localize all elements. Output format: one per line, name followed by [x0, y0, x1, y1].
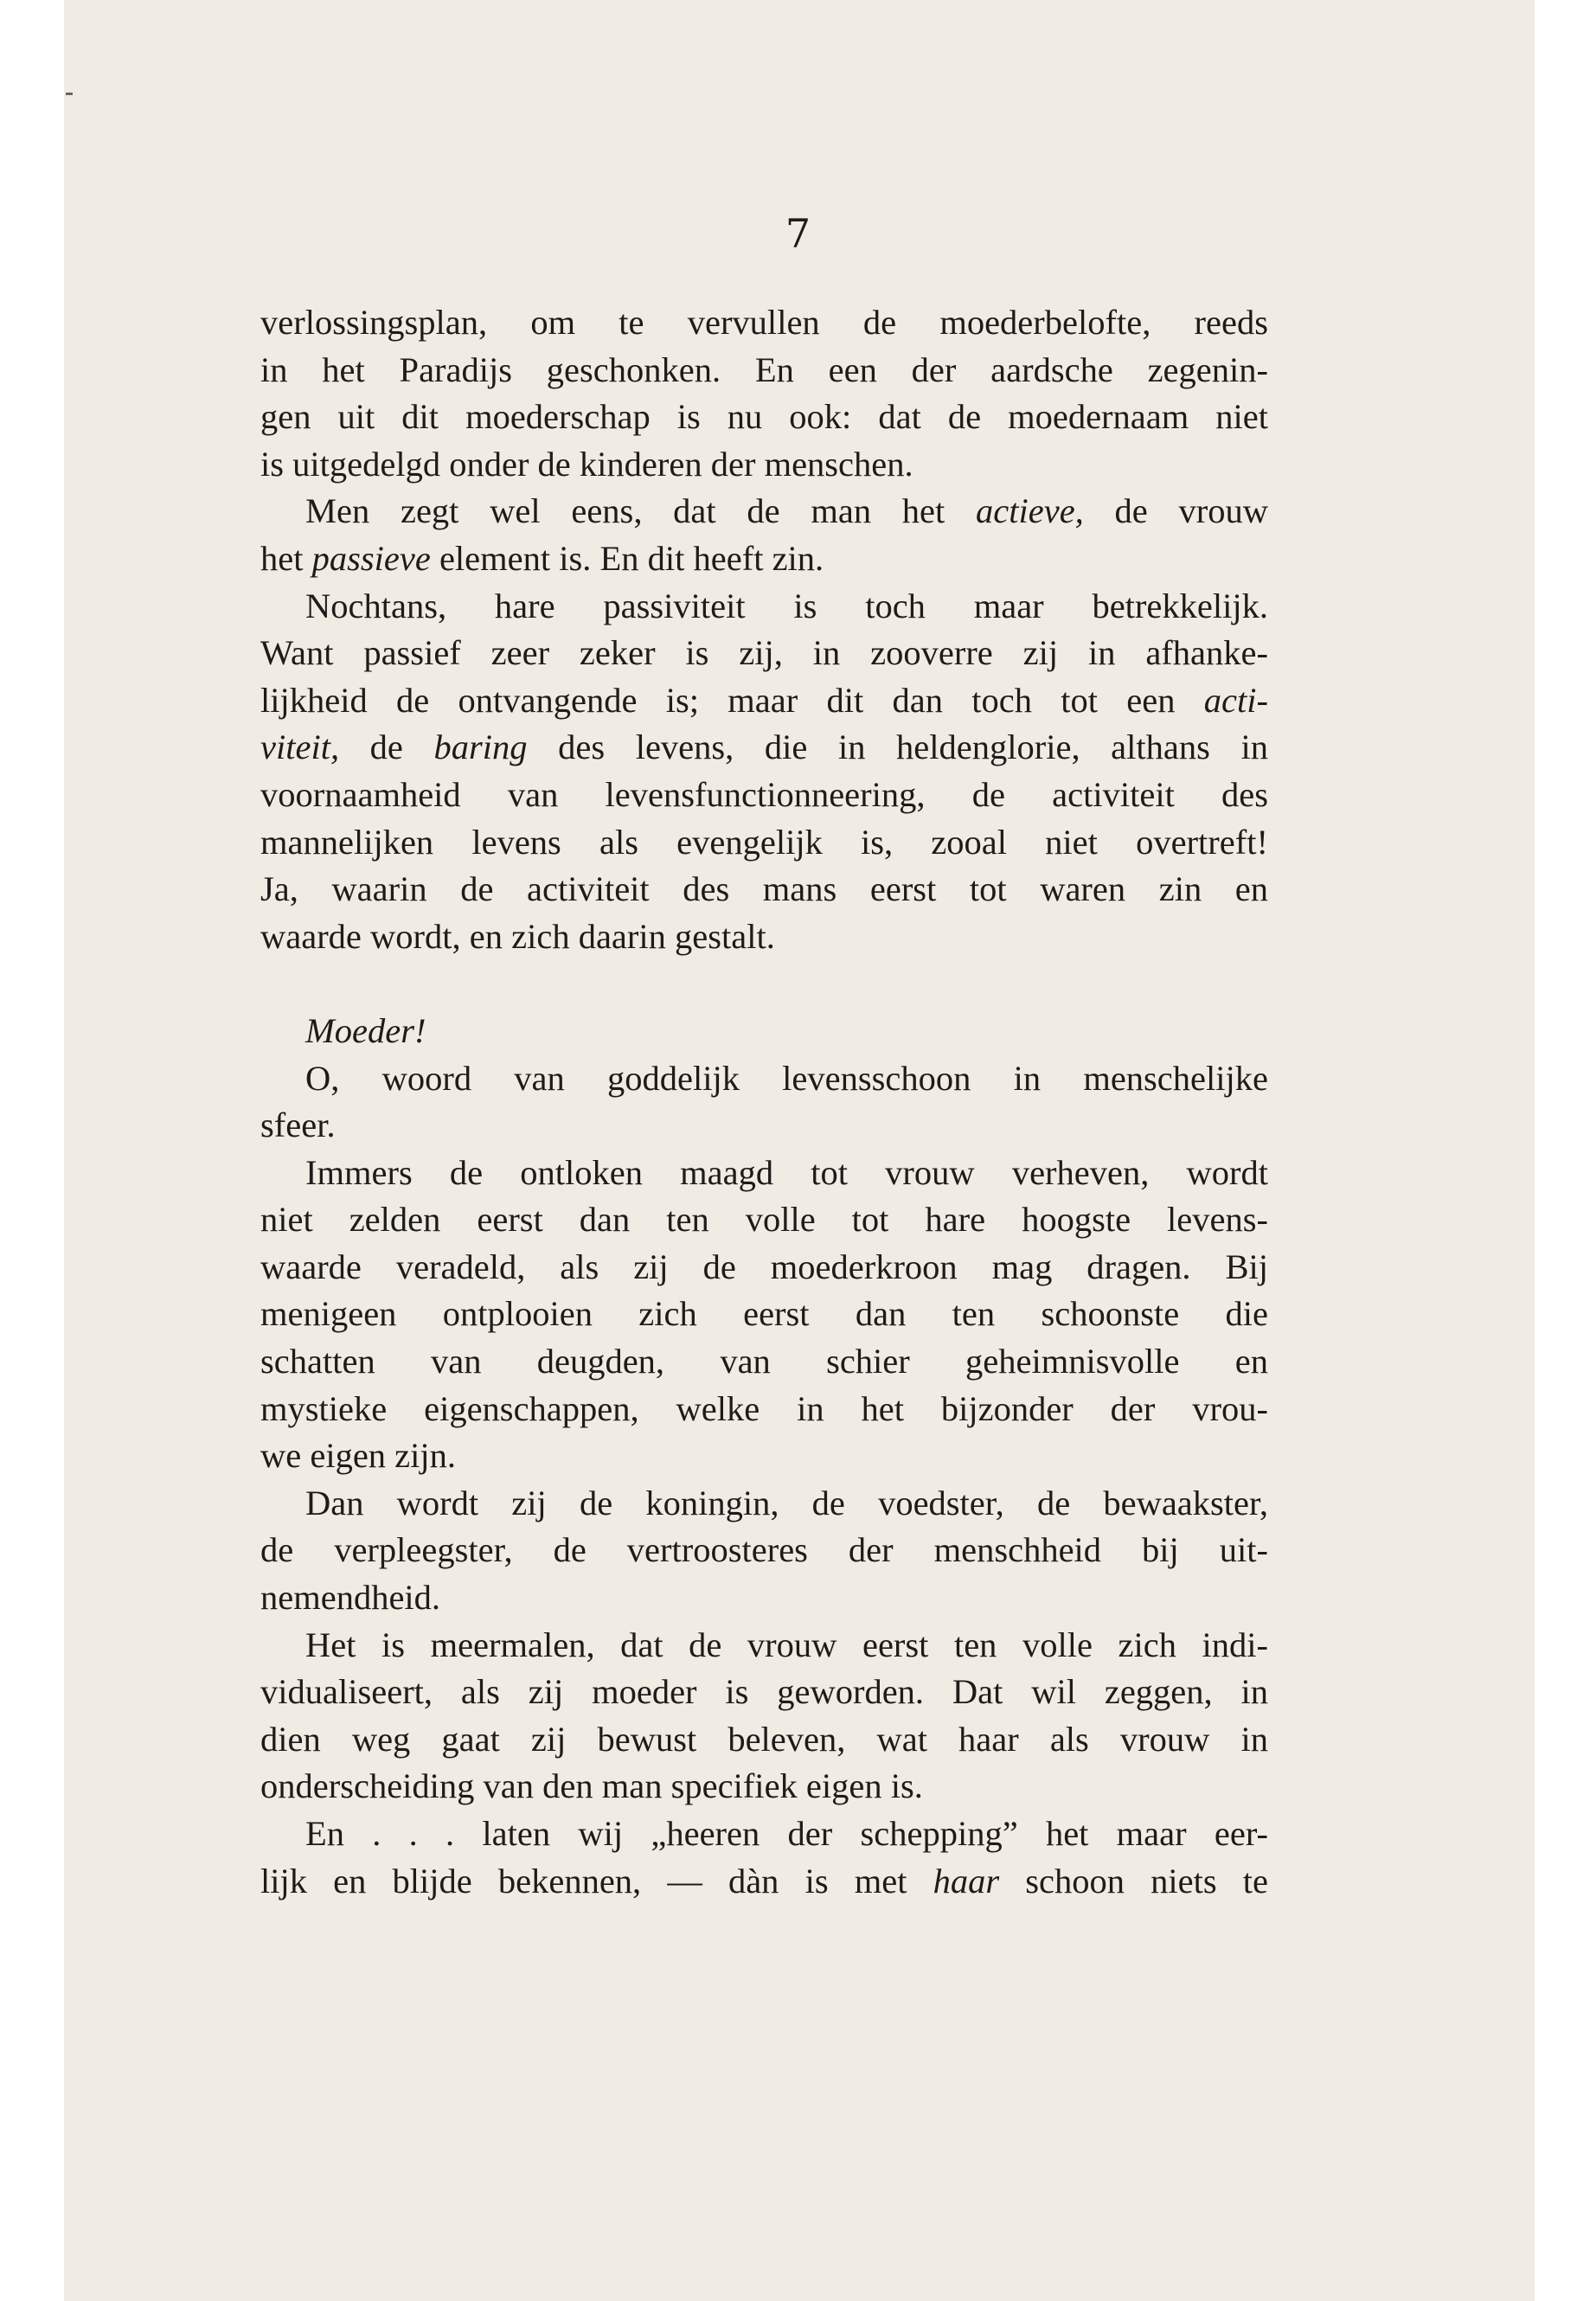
- text-line: gen uit dit moederschap is nu ook: dat de moedernaam niet: [260, 397, 1268, 437]
- text-line: menigeen ontplooien zich eerst dan ten schoonste die: [260, 1294, 1268, 1334]
- text-line: [260, 488, 1268, 535]
- paragraph: [260, 1811, 1268, 1905]
- text-line: waarde veradeld, als zij de moederkroon mag dragen. Bij: [260, 1247, 1268, 1286]
- page-number: 7: [785, 210, 811, 257]
- text-line: [260, 1008, 1268, 1055]
- text-line: voornaamheid van levensfunctionneering, de activiteit des: [260, 774, 1268, 814]
- paragraph: [260, 299, 1268, 488]
- text-line: waarde wordt, en zich daarin gestalt.: [260, 916, 775, 956]
- italic-run: actieve,: [976, 491, 1084, 531]
- text-line: Immers de ontloken maagd tot vrouw verheven, wordt: [305, 1152, 1268, 1192]
- section-gap: [260, 960, 1268, 1008]
- text-line: de verpleegster, de vertroosteres der menschheid bij uit-: [260, 1530, 1268, 1570]
- text-line: schatten van deugden, van schier geheimnisvolle en: [260, 1342, 1268, 1381]
- text-line: [260, 1858, 1268, 1906]
- text-line: in het Paradijs geschonken. En een der aardsche zegenin-: [260, 349, 1268, 389]
- body-text: [260, 299, 1268, 1905]
- text-run: lijk en blijde bekennen, — dàn is met: [260, 1861, 933, 1900]
- text-line: Want passief zeer zeker is zij, in zooverre zij in afhanke-: [260, 633, 1268, 673]
- italic-run: baring: [433, 727, 528, 767]
- paragraph: [260, 583, 1268, 961]
- text-line: nemendheid.: [260, 1578, 441, 1618]
- text-line: Nochtans, hare passiviteit is toch maar betrekkelijk.: [305, 586, 1268, 625]
- italic-run: acti-: [1203, 680, 1268, 720]
- text-line: Ja, waarin de activiteit des mans eerst tot waren zin en: [260, 869, 1268, 909]
- text-line: mannelijken levens als evengelijk is, zooal niet overtreft!: [260, 822, 1268, 862]
- text-line: Dan wordt zij de koningin, de voedster, de bewaakster,: [305, 1483, 1268, 1522]
- margin-mark: [66, 93, 73, 95]
- text-run: de vrouw: [1083, 491, 1268, 531]
- paragraph: [260, 1622, 1268, 1811]
- text-line: [260, 535, 1268, 583]
- text-line: Het is meermalen, dat de vrouw eerst ten volle zich indi-: [305, 1625, 1268, 1664]
- text-line: is uitgedelgd onder de kinderen der menschen.: [260, 444, 913, 484]
- paragraph: [260, 1150, 1268, 1480]
- paragraph: [260, 1055, 1268, 1150]
- text-line: O, woord van goddelijk levensschoon in menschelijke: [305, 1058, 1268, 1098]
- paragraph: [260, 1480, 1268, 1622]
- italic-run: viteit,: [260, 727, 340, 767]
- text-line: we eigen zijn.: [260, 1436, 457, 1476]
- italic-run: haar: [933, 1861, 1000, 1900]
- text-line: niet zelden eerst dan ten volle tot hare hoogste levens-: [260, 1200, 1268, 1240]
- text-line: vidualiseert, als zij moeder is geworden. Dat wil zeggen, in: [260, 1672, 1268, 1712]
- text-line: dien weg gaat zij bewust beleven, wat haar als vrouw in: [260, 1719, 1268, 1759]
- text-run: schoon niets te: [999, 1861, 1268, 1900]
- text-run: het: [260, 538, 312, 578]
- text-line: En . . . laten wij „heeren der schepping” het maar eer-: [305, 1814, 1268, 1853]
- text-line: [260, 677, 1268, 725]
- text-run: lijkheid de ontvangende is; maar dit dan toch tot een: [260, 680, 1204, 720]
- text-run: des levens, die in heldenglorie, althans in: [527, 727, 1268, 767]
- text-run: de: [339, 727, 434, 767]
- italic-run: Moeder!: [305, 1010, 426, 1050]
- text-line: mystieke eigenschappen, welke in het bijzonder der vrou-: [260, 1388, 1268, 1428]
- text-line: [260, 724, 1268, 772]
- section-heading: [260, 1008, 1268, 1055]
- text-line: onderscheiding van den man specifiek eigen is.: [260, 1766, 923, 1806]
- text-line: sfeer.: [260, 1106, 336, 1145]
- text-run: element is. En dit heeft zin.: [430, 538, 824, 578]
- paragraph: [260, 488, 1268, 582]
- text-run: Men zegt wel eens, dat de man het: [305, 491, 977, 531]
- italic-run: passieve: [311, 538, 431, 578]
- text-line: verlossingsplan, om te vervullen de moederbelofte, reeds: [260, 303, 1268, 342]
